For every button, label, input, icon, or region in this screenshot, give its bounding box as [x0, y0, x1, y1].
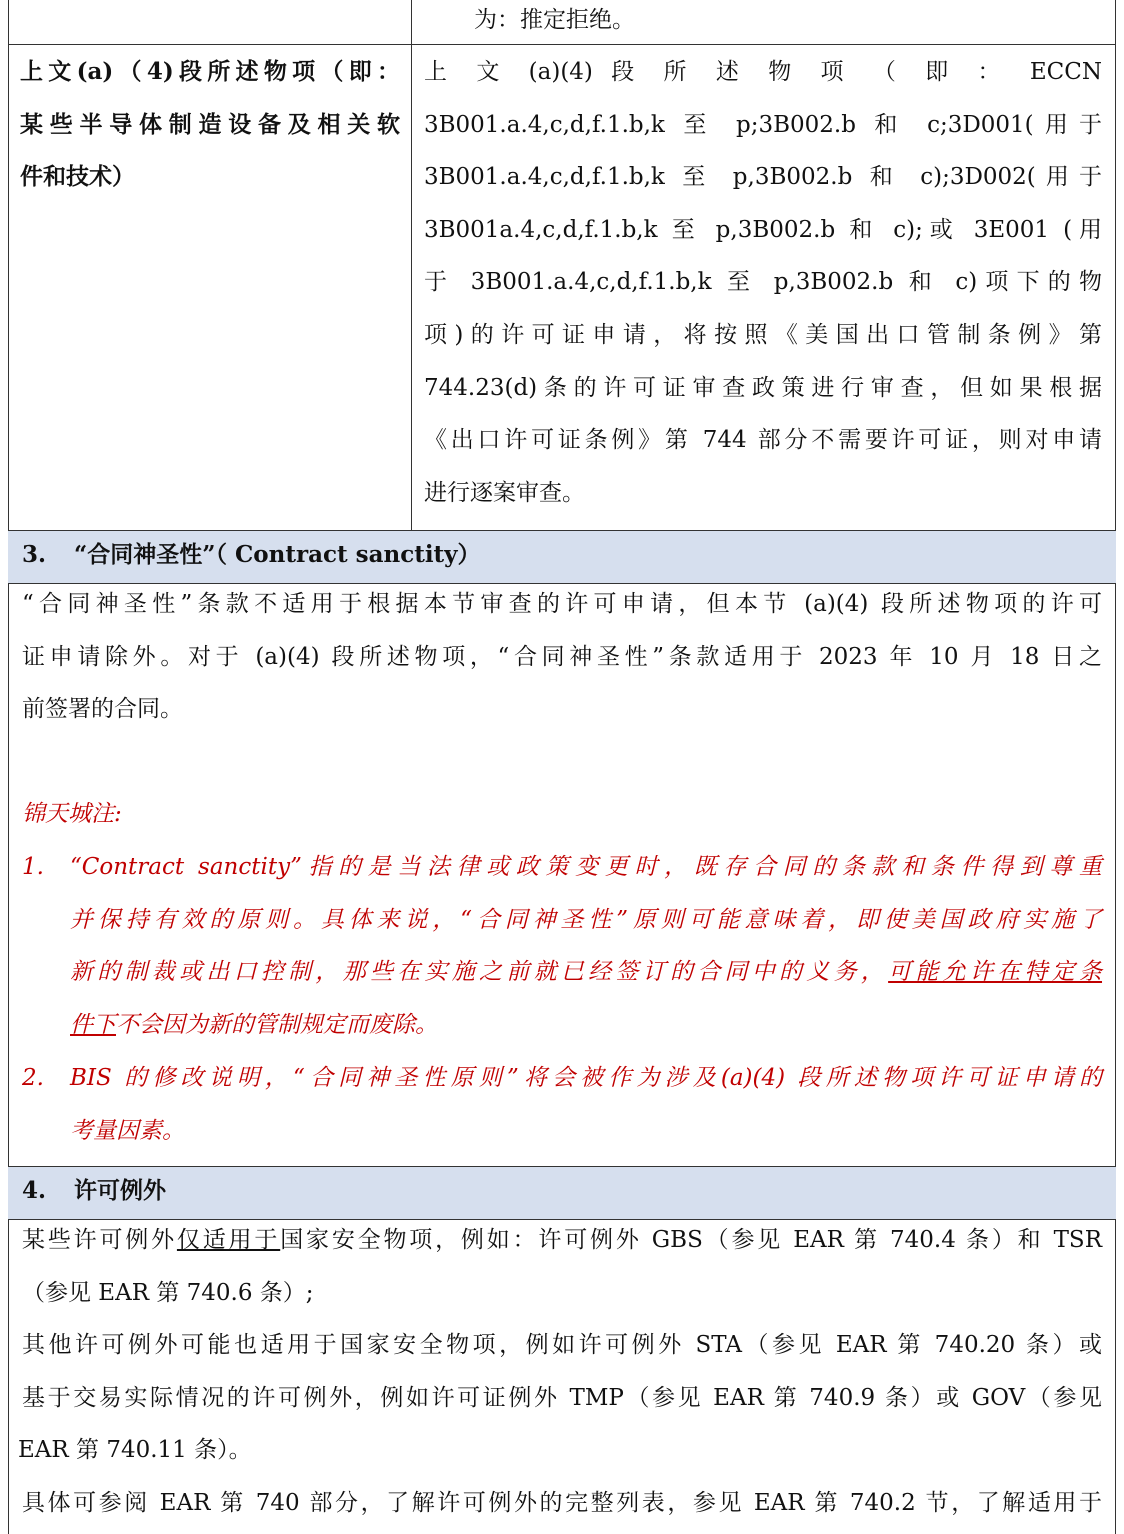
body-line: （参见 EAR 第 740.6 条）; [22, 1279, 314, 1306]
section-number: 3. [22, 541, 47, 568]
note-line: “Contract sanctity”指的是当法律或政策变更时，既存合同的条款和条件得到尊重 [70, 854, 1102, 880]
right-cell-line: 744.23(d)条的许可证审查政策进行审查，但如果根据 [424, 374, 1102, 401]
right-cell-line: 项)的许可证申请，将按照《美国出口管制条例》第 [424, 321, 1102, 348]
body-line: 某些许可例外仅适用于国家安全物项，例如：许可例外 GBS（参见 EAR 第 740.4 条）和 TSR [22, 1227, 1103, 1253]
note-item-1 [22, 841, 1102, 1051]
right-cell-line: 进行逐案审查。 [424, 479, 585, 506]
note-line: 考量因素。 [70, 1117, 185, 1144]
note-line: 并保持有效的原则。具体来说，“合同神圣性”原则可能意味着，即使美国政府实施了 [70, 906, 1102, 933]
left-cell-line: 某些半导体制造设备及相关软 [20, 110, 400, 138]
right-cell-line: 于 3B001.a.4,c,d,f.1.b,k 至 p,3B002.b 和 c)项下的物 [424, 269, 1102, 296]
underlined-phrase: 可能允许在特定条 [888, 959, 1103, 986]
body-line: 其他许可例外可能也适用于国家安全物项，例如许可例外 STA（参见 EAR 第 740.20 条）或 [22, 1332, 1102, 1359]
body-line: 具体可参阅 EAR 第 740 部分，了解许可例外的完整列表，参见 EAR 第 740.2 节，了解适用于 [22, 1489, 1102, 1516]
underlined-phrase: 仅适用于 [176, 1227, 281, 1253]
note-line: 件下不会因为新的管制规定而废除。 [70, 1011, 438, 1038]
section-3-body [22, 578, 1102, 736]
note-number: 2. [22, 1065, 44, 1091]
body-line: 基于交易实际情况的许可例外，例如许可证例外 TMP（参见 EAR 第 740.9 条）或 GOV（参见 [22, 1384, 1102, 1411]
continuation-text: 为：推定拒绝。 [474, 7, 635, 33]
section-4-body [18, 1214, 1103, 1530]
body-line: 前签署的合同。 [22, 696, 183, 723]
note-number: 1. [22, 854, 44, 880]
left-cell-line: 上文(a)（4)段所述物项（即： [20, 58, 400, 85]
note-item-2 [22, 1052, 1102, 1157]
right-cell-line: 上 文 (a)(4) 段 所 述 物 项 （ 即 ： ECCN [424, 59, 1102, 85]
underlined-phrase: 件下 [70, 1011, 116, 1038]
section-number: 4. [22, 1177, 47, 1204]
right-cell-line: 3B001.a.4,c,d,f.1.b,k 至 p,3B002.b 和 c);3D002(用于 [424, 164, 1102, 191]
note-line: 新的制裁或出口控制，那些在实施之前就已经签订的合同中的义务，可能允许在特定条 [70, 959, 1103, 986]
right-cell [424, 46, 1102, 519]
body-line: 证申请除外。对于 (a)(4) 段所述物项，“合同神圣性”条款适用于 2023 年 10 月 18 日之 [22, 643, 1102, 670]
section-3-header [8, 530, 1116, 584]
note-line: BIS 的修改说明，“合同神圣性原则”将会被作为涉及(a)(4) 段所述物项许可证申请的 [70, 1065, 1102, 1091]
right-cell-line: 3B001a.4,c,d,f.1.b,k 至 p,3B002.b 和 c);或 3E001 (用 [424, 216, 1102, 243]
section-title: “合同神圣性”（ Contract sanctity） [74, 541, 481, 568]
left-cell-line: 件和技术） [20, 163, 135, 191]
right-cell-line: 3B001.a.4,c,d,f.1.b,k 至 p;3B002.b 和 c;3D001(用于 [424, 111, 1102, 138]
left-cell [20, 46, 400, 204]
body-line: “合同神圣性”条款不适用于根据本节审查的许可申请，但本节 (a)(4) 段所述物项的许可 [22, 591, 1102, 617]
section-title: 许可例外 [74, 1177, 166, 1204]
body-line: EAR 第 740.11 条）。 [18, 1437, 252, 1464]
right-cell-line: 《出口许可证条例》第 744 部分不需要许可证，则对申请 [424, 427, 1102, 454]
column-divider [411, 0, 412, 530]
note-heading: 锦天城注: [22, 801, 122, 827]
section-4-header [8, 1166, 1116, 1220]
